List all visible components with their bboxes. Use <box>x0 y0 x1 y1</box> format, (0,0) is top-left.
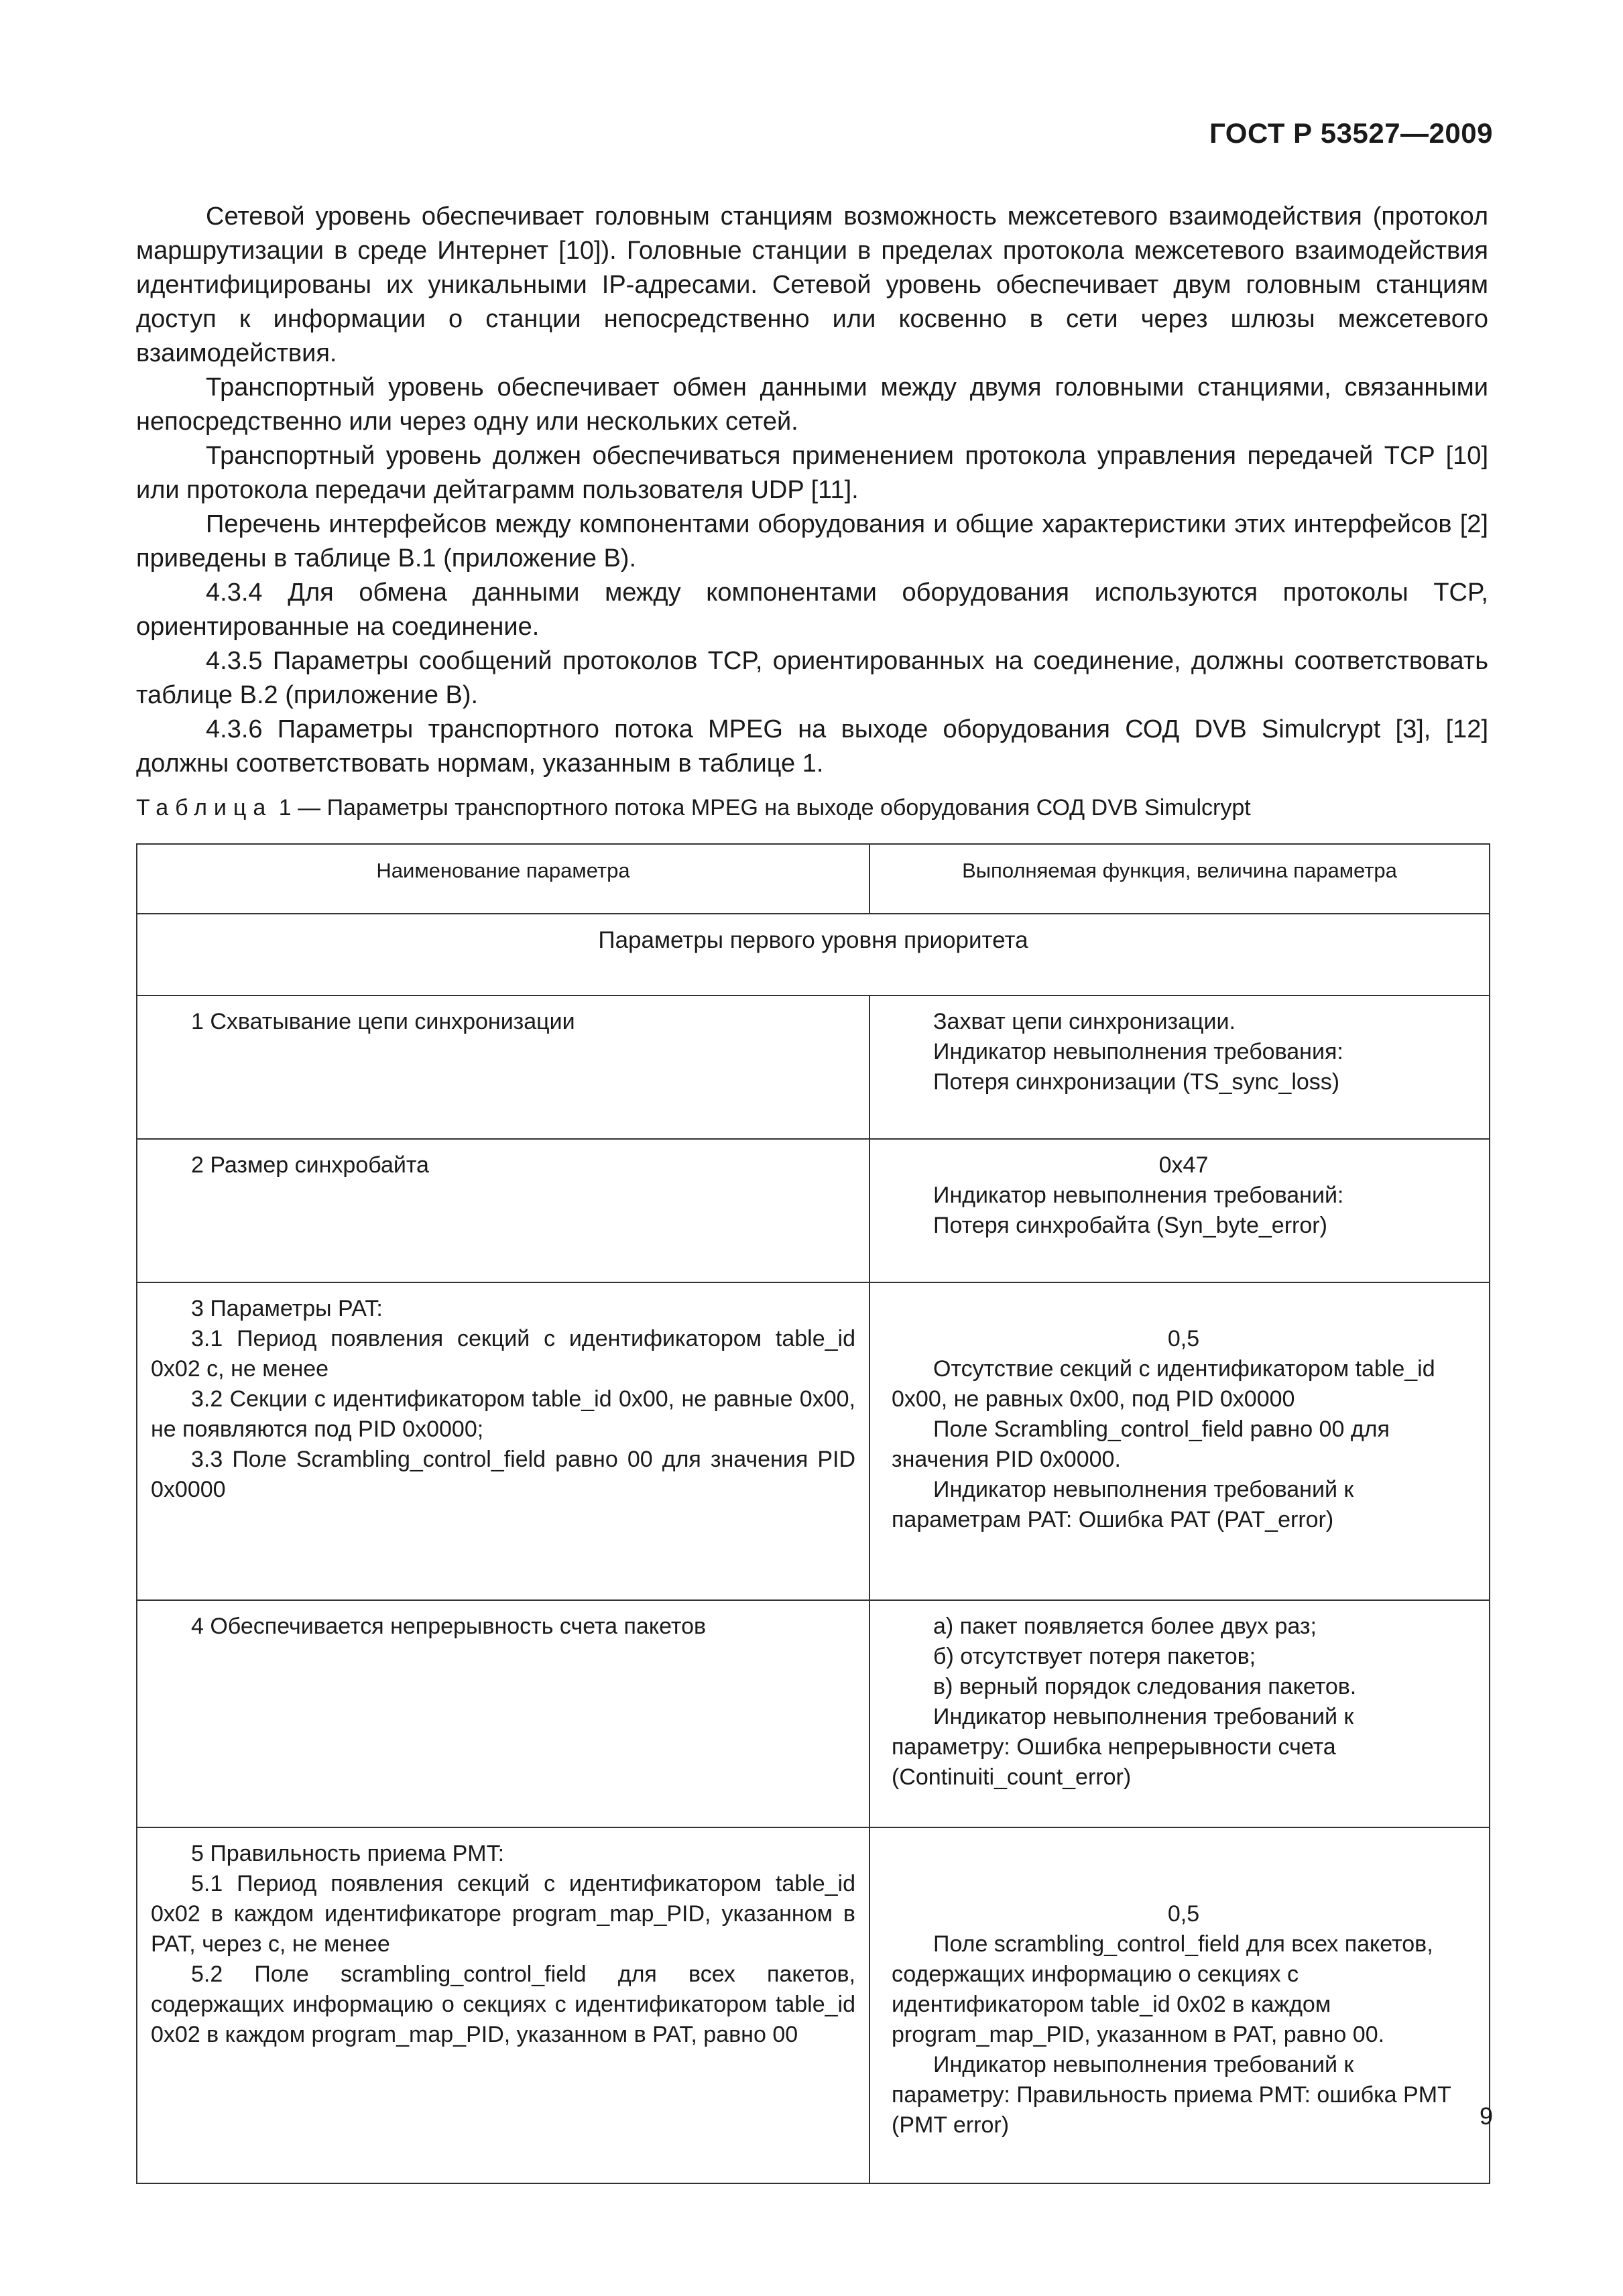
paragraph: 4.3.6 Параметры транспортного потока MPEG на выходе оборудования СОД DVB Simulcrypt [3], [12] должны соответствовать нормам, указанным в таблице 1. <box>136 715 1488 778</box>
parameter-name-cell <box>137 1600 869 1827</box>
table-group-row <box>137 914 1490 995</box>
table-caption-label: Таблица <box>136 795 273 821</box>
table-header-row <box>137 844 1490 914</box>
cell-line: Индикатор невыполнения требований к параметрам PAT: Ошибка PAT (PAT_error) <box>892 1477 1354 1532</box>
cell-line: 2 Размер синхробайта <box>191 1152 429 1178</box>
cell-line: 5.2 Поле scrambling_control_field для всех пакетов, содержащих информацию о секциях с идентификатором table_id 0x02 в каждом program_map_PID, указанном в PAT, равно 00 <box>151 1961 855 2047</box>
parameters-table <box>136 843 1490 2184</box>
cell-line: Поле Scrambling_control_field равно 00 для значения PID 0x0000. <box>892 1416 1390 1472</box>
paragraph: Транспортный уровень обеспечивает обмен данными между двумя головными станциями, связанными непосредственно или через одну или нескольких сетей. <box>136 373 1488 436</box>
parameter-value-cell <box>869 1600 1490 1827</box>
table-row <box>137 1600 1490 1827</box>
spacer <box>892 1839 1476 1899</box>
parameter-name-cell <box>137 1282 869 1600</box>
cell-line: 5 Правильность приема PMT: <box>191 1841 505 1866</box>
cell-value: 0,5 <box>1167 1326 1200 1351</box>
cell-line: 1 Схватывание цепи синхронизации <box>191 1009 575 1034</box>
cell-line: Захват цепи синхронизации. <box>933 1009 1236 1034</box>
paragraph: Транспортный уровень должен обеспечиваться применением протокола управления передачей TCP [10] или протокола передачи дейтаграмм пользователя UDP [11]. <box>136 442 1488 504</box>
column-header: Выполняемая функция, величина параметра <box>869 844 1490 914</box>
cell-line: а) пакет появляется более двух раз; <box>933 1614 1317 1639</box>
cell-line: 4 Обеспечивается непрерывность счета пакетов <box>191 1614 707 1639</box>
cell-line: Поле scrambling_control_field для всех пакетов, содержащих информацию о секциях с идентификатором table_id 0x02 в каждом program_map_PID, указанном в PAT, равно 00. <box>892 1931 1433 2047</box>
column-header: Наименование параметра <box>137 844 869 914</box>
cell-line: Индикатор невыполнения требований к параметру: Ошибка непрерывности счета (Continuiti_count_error) <box>892 1704 1354 1790</box>
cell-line: 3 Параметры PAT: <box>191 1296 383 1321</box>
cell-line: Индикатор невыполнения требований: <box>933 1183 1344 1208</box>
table-caption-title: Параметры транспортного потока MPEG на выходе оборудования СОД DVB Simulcrypt <box>326 795 1251 821</box>
paragraph: Перечень интерфейсов между компонентами оборудования и общие характеристики этих интерфейсов [2] приведены в таблице В.1 (приложение В). <box>136 510 1488 572</box>
table-caption-number: 1 <box>278 795 292 821</box>
cell-line: Индикатор невыполнения требования: <box>933 1039 1343 1065</box>
cell-value: 0,5 <box>1167 1901 1200 1927</box>
table-row <box>137 1282 1490 1600</box>
parameter-name-cell <box>137 995 869 1139</box>
spacer <box>892 1294 1476 1324</box>
table-row <box>137 1139 1490 1282</box>
table-caption <box>136 795 1251 821</box>
paragraph: 4.3.4 Для обмена данными между компонентами оборудования используются протоколы TCP, ориентированные на соединение. <box>136 579 1488 641</box>
cell-line: Потеря синхронизации (TS_sync_loss) <box>933 1069 1340 1095</box>
page-number: 9 <box>1479 2102 1493 2130</box>
parameter-value-cell <box>869 1139 1490 1282</box>
group-title: Параметры первого уровня приоритета <box>137 914 1490 995</box>
body-text <box>136 200 1488 781</box>
parameter-name-cell <box>137 1827 869 2183</box>
cell-line: Индикатор невыполнения требований к параметру: Правильность приема PMT: ошибка PMT (PMT error) <box>892 2052 1451 2138</box>
document-header: ГОСТ Р 53527—2009 <box>1209 117 1493 149</box>
table-caption-dash: — <box>298 795 321 821</box>
cell-line: 5.1 Период появления секций с идентификатором table_id 0x02 в каждом идентификаторе program_map_PID, указанном в PAT, через с, не менее <box>151 1871 855 1957</box>
parameter-name-cell <box>137 1139 869 1282</box>
cell-line: 3.3 Поле Scrambling_control_field равно 00 для значения PID 0x0000 <box>151 1447 855 1502</box>
parameter-value-cell <box>869 995 1490 1139</box>
table-row <box>137 995 1490 1139</box>
cell-line: Потеря синхробайта (Syn_byte_error) <box>933 1213 1327 1238</box>
cell-line: Отсутствие секций с идентификатором table_id 0x00, не равных 0x00, под PID 0x0000 <box>892 1356 1435 1412</box>
parameter-value-cell <box>869 1282 1490 1600</box>
cell-line: б) отсутствует потеря пакетов; <box>933 1644 1256 1669</box>
cell-line: 3.1 Период появления секций с идентификатором table_id 0x02 с, не менее <box>151 1326 855 1382</box>
table-row <box>137 1827 1490 2183</box>
cell-line: в) верный порядок следования пакетов. <box>933 1674 1357 1699</box>
cell-line: 3.2 Секции с идентификатором table_id 0x00, не равные 0x00, не появляются под PID 0x0000; <box>151 1386 855 1442</box>
parameter-value-cell <box>869 1827 1490 2183</box>
cell-value: 0x47 <box>1158 1152 1209 1178</box>
paragraph: 4.3.5 Параметры сообщений протоколов TCP, ориентированных на соединение, должны соответствовать таблице В.2 (приложение В). <box>136 647 1488 709</box>
paragraph: Сетевой уровень обеспечивает головным станциям возможность межсетевого взаимодействия (протокол маршрутизации в среде Интернет [10]). Головные станции в пределах протокола межсетевого взаимодействия идентифицированы их уникальными IP-адресами. Сетевой уровень обеспечивает двум головным станциям доступ к информации о станции непосредственно или косвенно в сети через шлюзы межсетевого взаимодействия. <box>136 202 1488 367</box>
